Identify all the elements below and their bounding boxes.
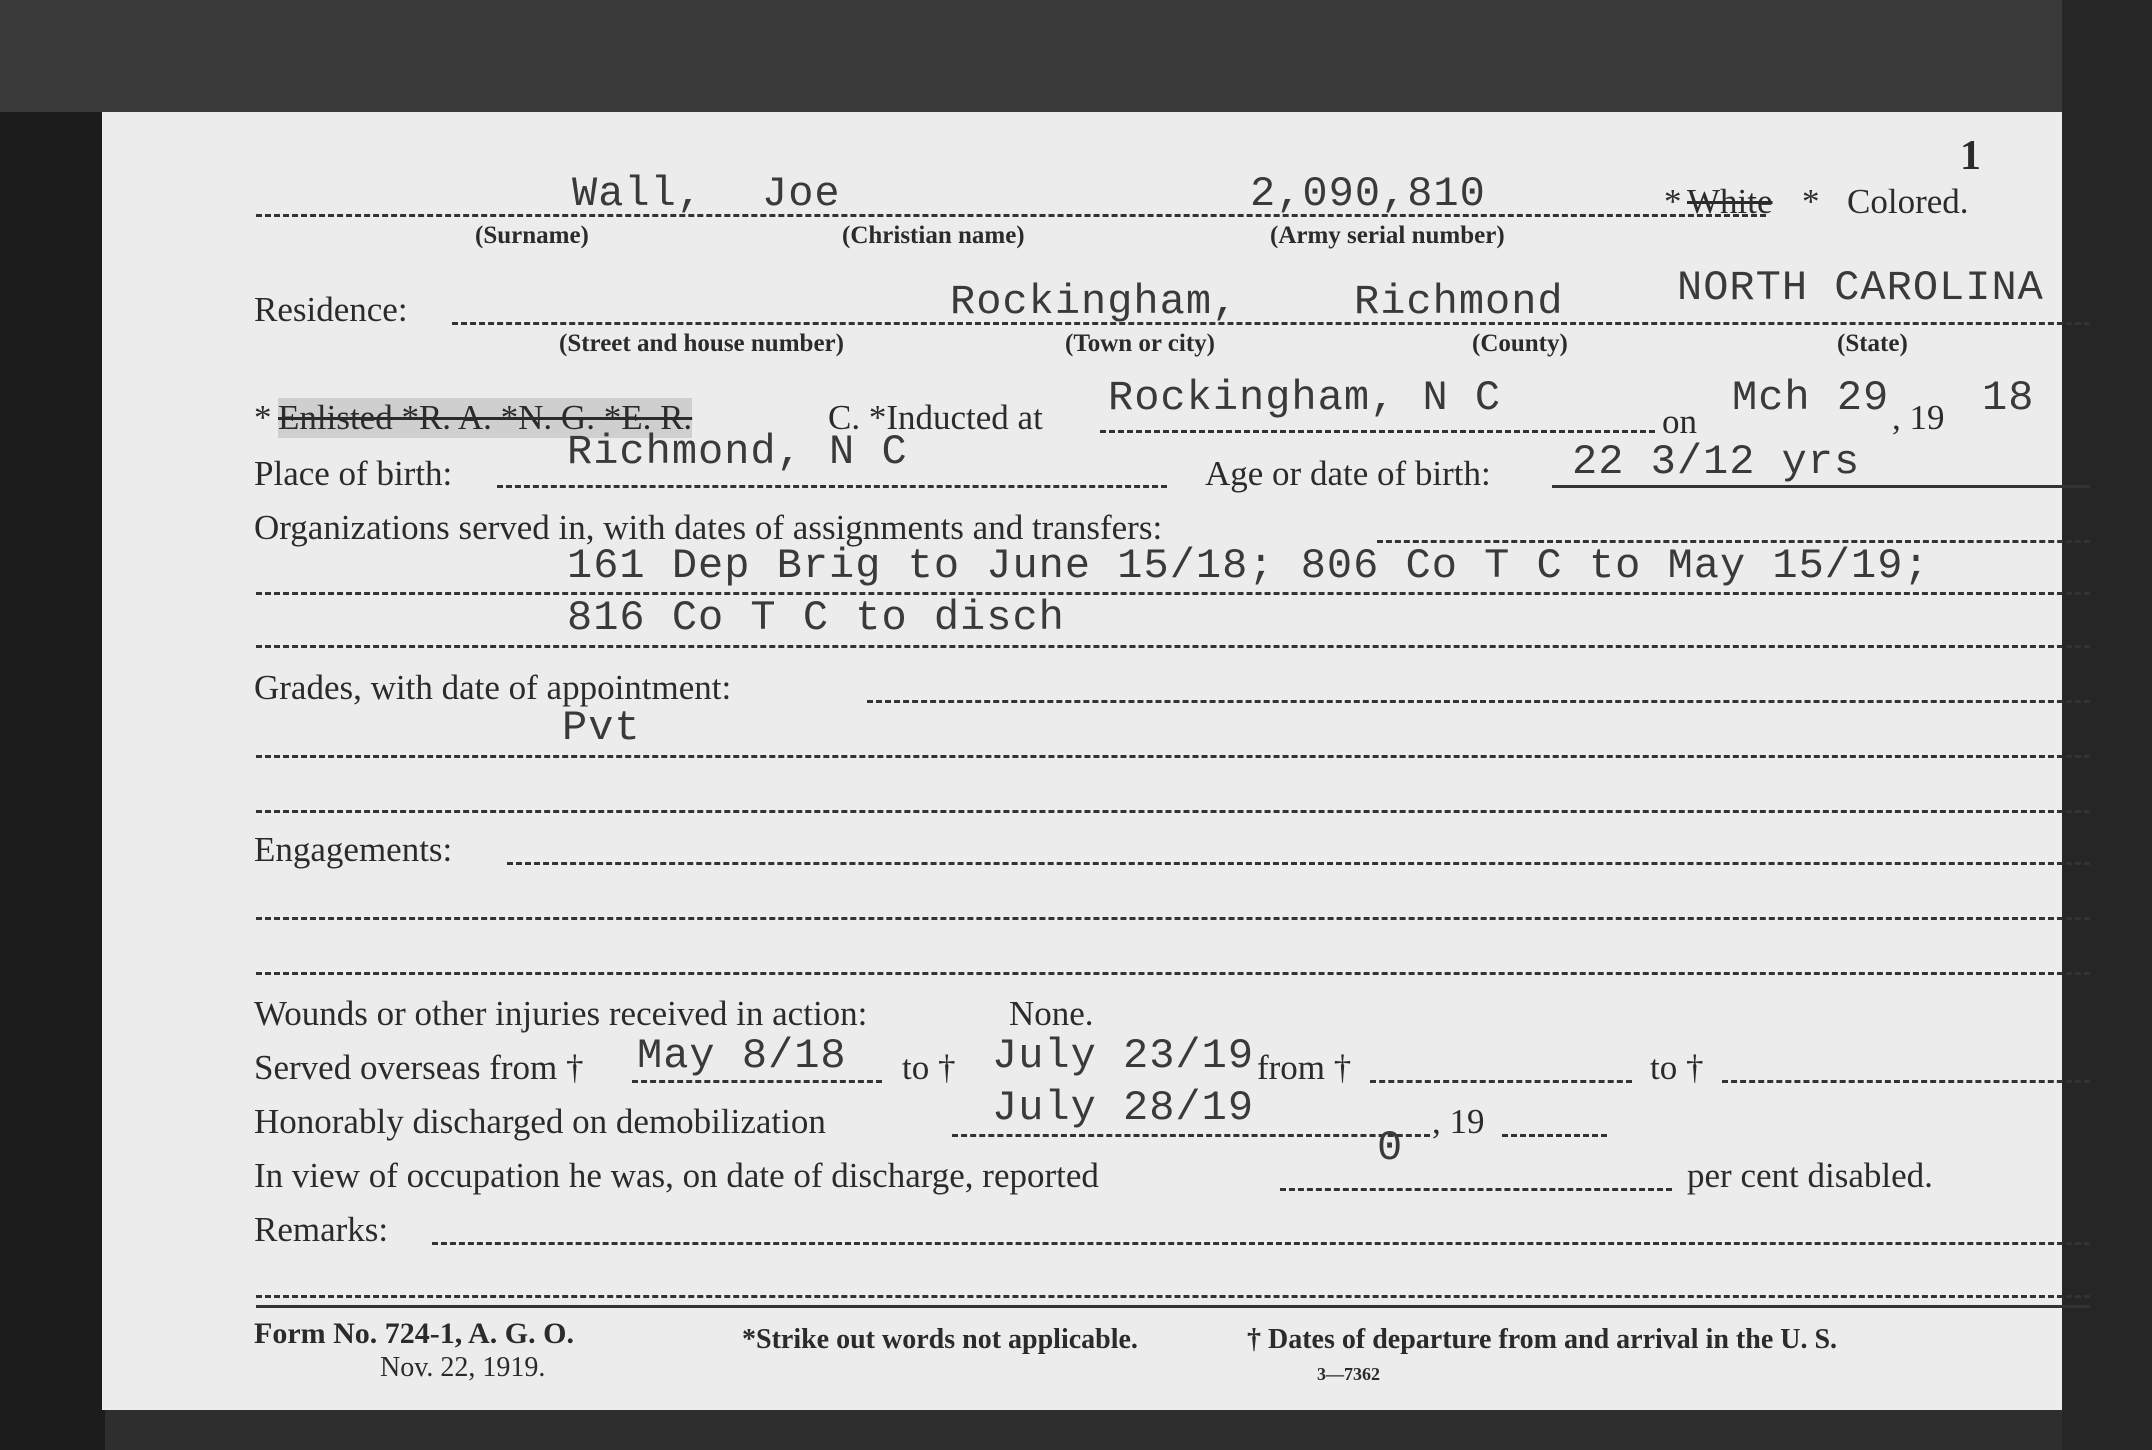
induction-star: * xyxy=(254,398,272,437)
remarks-label: Remarks: xyxy=(254,1210,389,1249)
discharge-label: Honorably discharged on demobilization xyxy=(254,1102,826,1141)
overseas-label: Served overseas from † xyxy=(254,1048,584,1087)
overseas-from-line xyxy=(632,1080,882,1083)
remarks-line-0 xyxy=(432,1242,2090,1245)
age-value: 22 3/12 yrs xyxy=(1572,438,1861,486)
caption-town: (Town or city) xyxy=(1065,330,1215,357)
form-date: Nov. 22, 1919. xyxy=(380,1352,546,1383)
overseas-to2-line xyxy=(1722,1080,2090,1083)
discharge-year-line xyxy=(1502,1134,1607,1137)
caption-serial: (Army serial number) xyxy=(1270,222,1505,249)
overseas-to-label: to † xyxy=(902,1048,956,1087)
remarks-rule-1 xyxy=(256,1295,2090,1298)
card-number: 1 xyxy=(1960,133,1981,179)
birth-place-label: Place of birth: xyxy=(254,454,453,493)
engagements-label: Engagements: xyxy=(254,830,453,869)
induction-on: on xyxy=(1662,402,1697,441)
engagements-rule-1 xyxy=(256,917,2090,920)
induction-struck-words: Enlisted *R. A. *N. G. *E. R. xyxy=(278,398,693,437)
grades-rule-1 xyxy=(256,755,2090,758)
birth-place-value: Richmond, N C xyxy=(567,428,908,476)
name-line xyxy=(256,214,1766,217)
induction-year-prefix: , 19 xyxy=(1892,398,1945,437)
surname-value: Wall, xyxy=(572,170,704,218)
disability-label: In view of occupation he was, on date of discharge, reported xyxy=(254,1156,1099,1195)
race-colored: Colored. xyxy=(1847,182,1969,221)
footer-note-dates: † Dates of departure from and arrival in the U. S. xyxy=(1247,1324,1838,1355)
induction-year: 18 xyxy=(1982,374,2035,422)
grades-rule-2 xyxy=(256,810,2090,813)
form-number: Form No. 724-1, A. G. O. xyxy=(254,1317,574,1350)
serial-number-value: 2,090,810 xyxy=(1250,170,1486,218)
caption-county: (County) xyxy=(1472,330,1568,357)
service-record-card xyxy=(102,112,2062,1410)
disability-line xyxy=(1280,1188,1672,1191)
scan-border-top xyxy=(0,0,2152,112)
grades-line-0 xyxy=(867,700,2090,703)
disability-suffix: per cent disabled. xyxy=(1687,1156,1933,1195)
scan-border-right xyxy=(2062,0,2152,1450)
discharge-date: July 28/19 xyxy=(992,1084,1255,1132)
organizations-line-1: 161 Dep Brig to June 15/18; 806 Co T C to May 15/19; xyxy=(567,542,1930,590)
caption-christian-name: (Christian name) xyxy=(842,222,1025,249)
engagements-rule-2 xyxy=(256,972,2090,975)
discharge-year-prefix: , 19 xyxy=(1432,1102,1485,1141)
scan-border-left xyxy=(0,0,105,1450)
overseas-from-date: May 8/18 xyxy=(637,1032,847,1080)
induction-inducted-label: C. *Inducted at xyxy=(828,398,1043,437)
disability-value: 0 xyxy=(1377,1124,1404,1172)
print-code: 3—7362 xyxy=(1317,1364,1380,1384)
organizations-rule-1 xyxy=(256,592,2090,595)
induction-place: Rockingham, N C xyxy=(1108,374,1502,422)
discharge-line xyxy=(952,1134,1430,1137)
engagements-line-0 xyxy=(507,862,2090,865)
induction-date: Mch 29 xyxy=(1732,374,1890,422)
overseas-to2-label: to † xyxy=(1650,1048,1704,1087)
bottom-rule xyxy=(256,1305,2090,1308)
caption-street: (Street and house number) xyxy=(559,330,844,357)
wounds-label: Wounds or other injuries received in action: xyxy=(254,994,868,1033)
overseas-from2-line xyxy=(1370,1080,1632,1083)
race-star-1: * xyxy=(1664,182,1682,221)
residence-town: Rockingham, xyxy=(950,278,1239,326)
wounds-value: None. xyxy=(1009,994,1094,1033)
race-star-2: * xyxy=(1802,182,1820,221)
race-white-struck: White xyxy=(1687,182,1773,221)
overseas-from2-label: from † xyxy=(1257,1048,1352,1087)
organizations-label: Organizations served in, with dates of assignments and transfers: xyxy=(254,508,1163,547)
age-label: Age or date of birth: xyxy=(1205,454,1491,493)
residence-label: Residence: xyxy=(254,290,408,329)
residence-county: Richmond xyxy=(1354,278,1564,326)
footer-note-strike: *Strike out words not applicable. xyxy=(742,1324,1138,1355)
induction-place-line xyxy=(1100,430,1655,433)
organizations-rule-2 xyxy=(256,645,2090,648)
christian-name-value: Joe xyxy=(762,170,841,218)
birth-place-line xyxy=(497,485,1167,488)
organizations-line-2: 816 Co T C to disch xyxy=(567,594,1065,642)
residence-state: NORTH CAROLINA xyxy=(1677,264,2044,312)
caption-state: (State) xyxy=(1837,330,1908,357)
overseas-to-date: July 23/19 xyxy=(992,1032,1255,1080)
grades-value: Pvt xyxy=(562,704,641,752)
residence-line xyxy=(452,322,2090,325)
caption-surname: (Surname) xyxy=(475,222,589,249)
grades-label: Grades, with date of appointment: xyxy=(254,668,732,707)
